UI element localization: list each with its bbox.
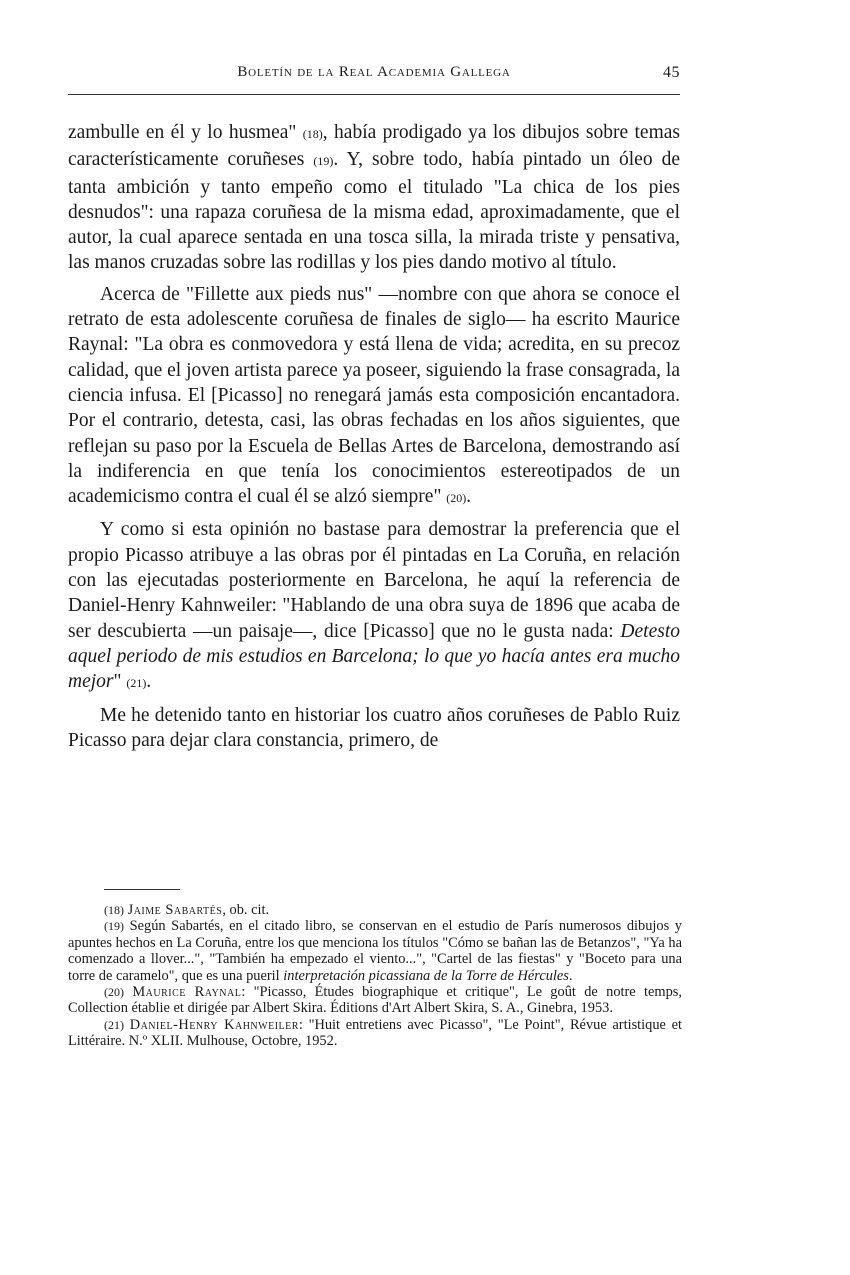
paragraph-2 — [68, 282, 680, 512]
p3-text-b: " — [113, 671, 127, 693]
header-rule — [68, 94, 680, 95]
p2-text-b: . — [466, 486, 472, 508]
journal-title: Boletín de la Real Academia Gallega — [237, 64, 511, 80]
footnotes — [68, 902, 682, 1050]
p3-text-a: Y como si esta opinión no bastase para demostrar la preferencia que el propio Picasso atribuye a las obras por él pintadas en La Coruña, en relación con las ejecutadas posteriormente en Barcelona, he aquí la referencia de Daniel-Henry Kahnweiler: "Hablando de una obra suya de 1896 que acaba de ser descubierta —un paisaje—, dice [Picasso] que no le gusta nada: — [68, 519, 680, 642]
footnote-ref-19: (19) — [313, 154, 334, 169]
footnote-italic: interpretación picassiana de la Torre de Hércules — [283, 967, 569, 984]
footnote-18 — [68, 902, 682, 918]
p3-italic-quote: Detesto aquel periodo de mis estudios en Barcelona; lo que yo hacía antes era mucho mejor — [68, 620, 680, 693]
footnote-text: : "Picasso, Études biographique et critique", Le goût de notre temps, Collection établie et dirigée par Albert Skira. Éditions d'Art Albert Skira, S. A., Ginebra, 1953. — [68, 984, 682, 1017]
footnote-number: (19) — [104, 919, 124, 934]
footnote-ref-20: (20) — [446, 491, 467, 506]
footnote-20 — [68, 984, 682, 1017]
footnote-text: Según Sabartés, en el citado libro, se conservan en el estudio de París numerosos dibujos y apuntes hechos en La Coruña, entre los que menciona los títulos "Cómo se bañan las de Betanzos", "Ya ha comenzado a llover...", "También ha empezado el viento...", "Cartel de las fiestas" y "Boceto para una torre de caramelo", que es una pueril — [68, 918, 682, 984]
footnote-19 — [68, 918, 682, 984]
footnote-text-end: . — [568, 967, 573, 984]
paragraph-1 — [68, 120, 680, 276]
paragraph-3 — [68, 517, 680, 696]
footnote-text: , ob. cit. — [222, 902, 270, 918]
footnote-author: Maurice Raynal — [132, 984, 242, 1001]
p1-text-c: . Y, sobre todo, había pintado un óleo de tanta ambición y tanto empeño como el titulado "La chica de los pies desnudos": una rapaza coruñesa de la misma edad, aproximadamente, que el autor, la cual aparece sentada en una tosca silla, la mirada triste y pensativa, las manos cruzadas sobre las rodillas y los pies dando motivo al título. — [68, 149, 680, 274]
body-text — [68, 120, 680, 753]
footnote-ref-18: (18) — [302, 127, 323, 141]
p2-text-a: Acerca de "Fillette aux pieds nus" —nombre con que ahora se conoce el retrato de esta adolescente coruñesa de finales de siglo— ha escrito Maurice Raynal: "La obra es conmovedora y está llena de vida; acredita, en su precoz calidad, que el joven artista parece ya poseer, siguiendo la frase consagrada, la ciencia infusa. El [Picasso] no renegará jamás esta composición encantadora. Por el contrario, detesta, casi, las obras fechadas en los años siguientes, que reflejan su paso por la Escuela de Bellas Artes de Barcelona, demostrando así la indiferencia en que tenía los conocimientos estereotipados de un academicismo contra el cual él se alzó siempre" — [68, 283, 680, 508]
footnote-text: : "Huit entretiens avec Picasso", "Le Point", Révue artistique et Littéraire. N.º XLII. Mulhouse, Octobre, 1952. — [68, 1016, 683, 1050]
footnote-ref-21: (21) — [126, 676, 147, 691]
p3-text-c: . — [146, 671, 152, 693]
footnote-author: Jaime Sabartés — [127, 902, 223, 918]
page-number: 45 — [663, 64, 680, 81]
p1-text-a: zambulle en él y lo husmea" — [68, 122, 303, 143]
footnote-number: (20) — [104, 985, 124, 1000]
running-header — [68, 64, 680, 90]
footnote-number: (18) — [104, 903, 124, 917]
footnote-author: Daniel-Henry Kahnweiler — [129, 1016, 299, 1033]
footnote-number: (21) — [104, 1017, 124, 1032]
p1-text-b: , había prodigado ya los dibujos sobre temas característicamente coruñeses — [68, 122, 681, 171]
footnote-21 — [68, 1017, 682, 1050]
footnote-rule — [104, 889, 180, 890]
paragraph-4: Me he detenido tanto en historiar los cuatro años coruñeses de Pablo Ruiz Picasso para dejar clara constancia, primero, de — [68, 704, 680, 751]
